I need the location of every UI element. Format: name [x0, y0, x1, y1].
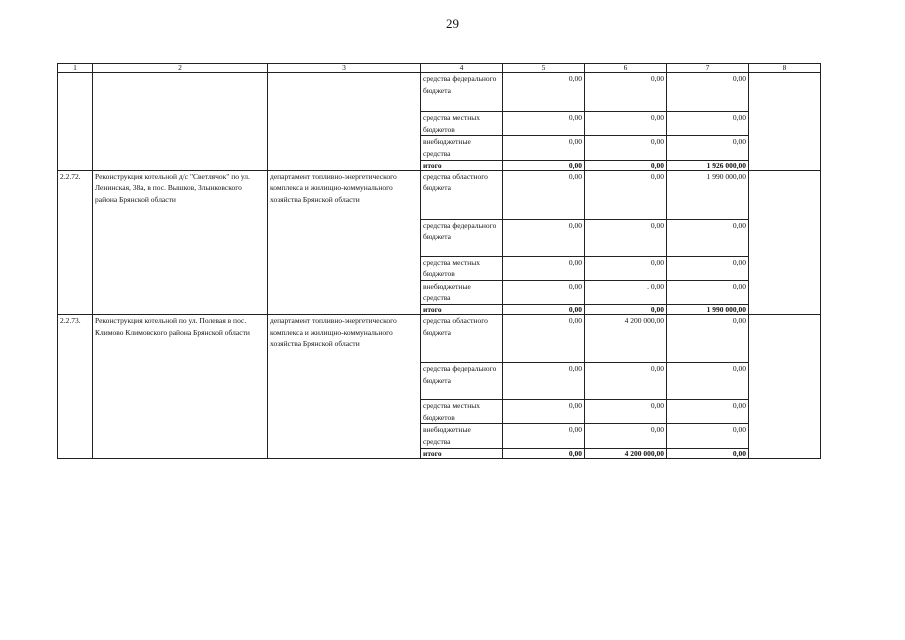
funding-source: средства федерального бюджета	[421, 219, 503, 256]
item-executor: департамент топливно-энергетического комплекса и жилищно-коммунального хозяйства Брянской области	[268, 170, 421, 315]
funding-source: внебюджетные средства	[421, 280, 503, 304]
value-cell: 0,00	[585, 400, 667, 424]
value-cell: 0,00	[667, 112, 749, 136]
value-cell: 4 200 000,00	[585, 315, 667, 363]
value-cell: 0,00	[585, 136, 667, 160]
value-cell: 0,00	[667, 136, 749, 160]
value-cell: 0,00	[503, 315, 585, 363]
value-cell: 0,00	[585, 112, 667, 136]
value-cell: 0,00	[503, 170, 585, 219]
note-cell	[749, 315, 821, 459]
funding-source: средства областного бюджета	[421, 315, 503, 363]
item-name: Реконструкция котельной д/с "Светлячок" по ул. Ленинская, 38а, в пос. Вышков, Злынковского района Брянской области	[93, 170, 268, 315]
column-header: 1	[58, 64, 93, 73]
column-header: 2	[93, 64, 268, 73]
value-cell: 0,00	[585, 424, 667, 448]
value-cell: 1 990 000,00	[667, 170, 749, 219]
value-cell: 0,00	[667, 424, 749, 448]
value-cell: 1 990 000,00	[667, 305, 749, 315]
value-cell: 0,00	[667, 363, 749, 400]
value-cell: 0,00	[585, 170, 667, 219]
value-cell: 0,00	[503, 400, 585, 424]
table-row	[58, 170, 821, 219]
funding-source: итого	[421, 448, 503, 458]
name-cell	[93, 73, 268, 171]
column-header: 3	[268, 64, 421, 73]
value-cell: 0,00	[667, 280, 749, 304]
funding-source: внебюджетные средства	[421, 136, 503, 160]
value-cell: 0,00	[503, 305, 585, 315]
value-cell: 4 200 000,00	[585, 448, 667, 458]
value-cell: 0,00	[667, 448, 749, 458]
item-name: Реконструкция котельной по ул. Полевая в пос. Климово Климовского района Брянской области	[93, 315, 268, 459]
value-cell: 0,00	[585, 305, 667, 315]
value-cell: 0,00	[667, 73, 749, 112]
value-cell: 0,00	[585, 73, 667, 112]
column-header: 4	[421, 64, 503, 73]
value-cell: 0,00	[503, 73, 585, 112]
value-cell: 0,00	[503, 219, 585, 256]
table-row	[58, 73, 821, 112]
page-number: 29	[446, 16, 459, 31]
value-cell: 0,00	[503, 280, 585, 304]
value-cell: 0,00	[667, 256, 749, 280]
funding-source: средства местных бюджетов	[421, 112, 503, 136]
column-header: 8	[749, 64, 821, 73]
value-cell: 0,00	[503, 256, 585, 280]
value-cell: 0,00	[503, 363, 585, 400]
value-cell: 1 926 000,00	[667, 160, 749, 170]
funding-source: итого	[421, 160, 503, 170]
funding-source: внебюджетные средства	[421, 424, 503, 448]
value-cell: 0,00	[585, 363, 667, 400]
funding-source: итого	[421, 305, 503, 315]
column-header: 7	[667, 64, 749, 73]
value-cell: 0,00	[667, 315, 749, 363]
funding-source: средства местных бюджетов	[421, 400, 503, 424]
value-cell: . 0,00	[585, 280, 667, 304]
table-row	[58, 315, 821, 363]
value-cell: 0,00	[503, 448, 585, 458]
value-cell: 0,00	[585, 160, 667, 170]
column-header: 5	[503, 64, 585, 73]
item-executor: департамент топливно-энергетического комплекса и жилищно-коммунального хозяйства Брянской области	[268, 315, 421, 459]
code-cell	[58, 73, 93, 171]
note-cell	[749, 73, 821, 171]
value-cell: 0,00	[503, 112, 585, 136]
funding-source: средства федерального бюджета	[421, 363, 503, 400]
item-code: 2.2.72.	[58, 170, 93, 315]
value-cell: 0,00	[503, 160, 585, 170]
header-row	[58, 64, 821, 73]
column-header: 6	[585, 64, 667, 73]
value-cell: 0,00	[585, 219, 667, 256]
item-code: 2.2.73.	[58, 315, 93, 459]
value-cell: 0,00	[667, 219, 749, 256]
budget-table	[57, 63, 821, 459]
note-cell	[749, 170, 821, 315]
funding-source: средства федерального бюджета	[421, 73, 503, 112]
value-cell: 0,00	[585, 256, 667, 280]
value-cell: 0,00	[667, 400, 749, 424]
funding-source: средства областного бюджета	[421, 170, 503, 219]
value-cell: 0,00	[503, 424, 585, 448]
value-cell: 0,00	[503, 136, 585, 160]
funding-source: средства местных бюджетов	[421, 256, 503, 280]
executor-cell	[268, 73, 421, 171]
